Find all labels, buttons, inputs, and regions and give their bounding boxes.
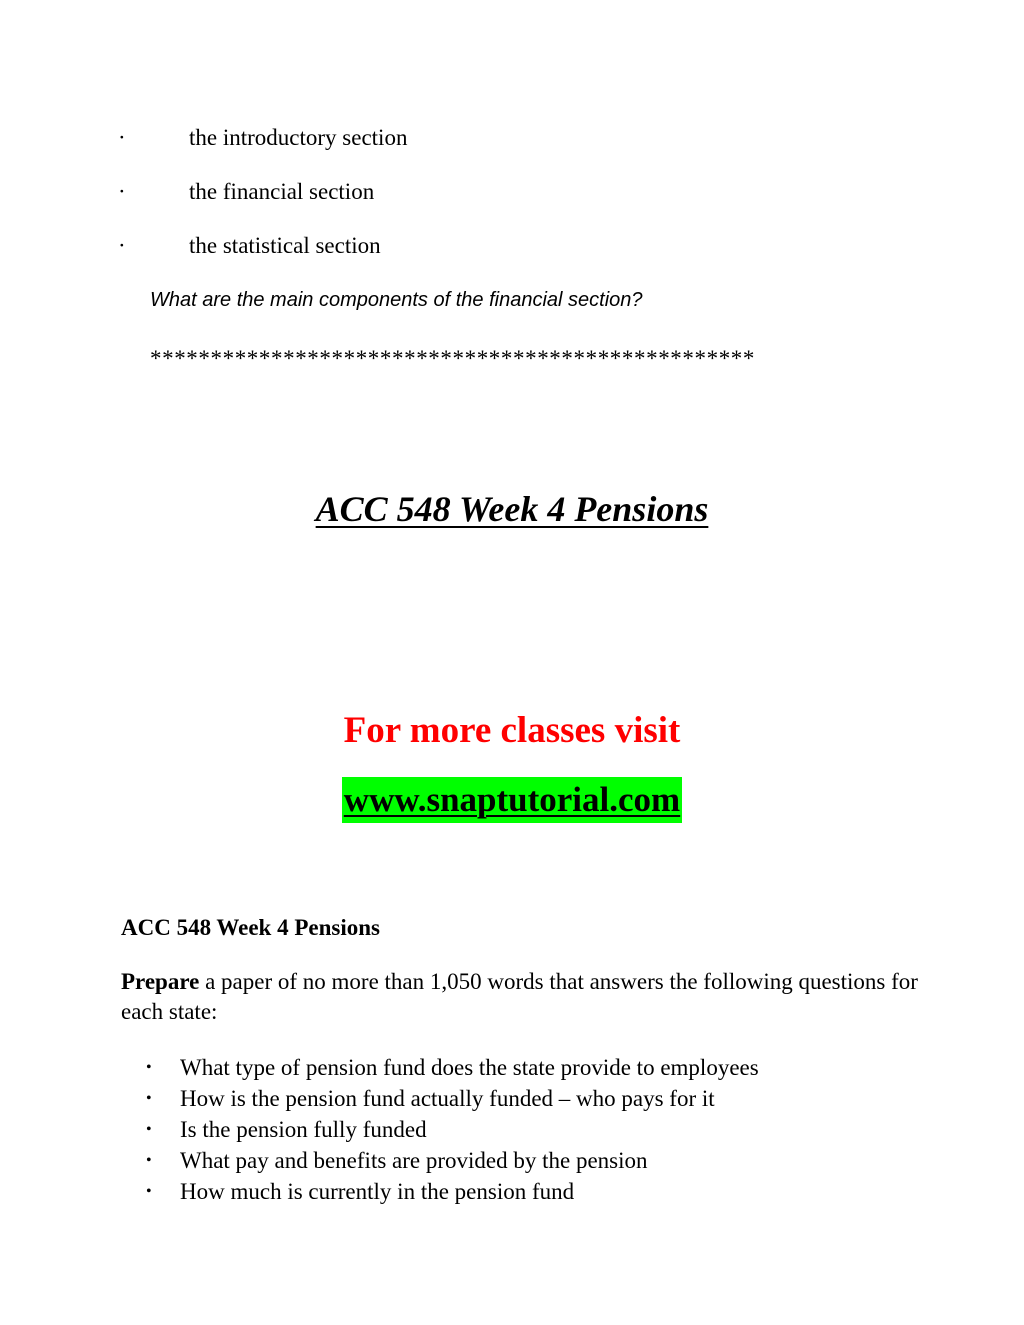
bullet-icon: •	[146, 1183, 152, 1200]
list-item-text: the statistical section	[189, 233, 381, 258]
promo-link[interactable]: www.snaptutorial.com	[342, 777, 682, 823]
promo-link-container	[0, 777, 1024, 823]
section-subheading: ACC 548 Week 4 Pensions	[121, 915, 380, 940]
instruction-rest: a paper of no more than 1,050 words that answers the following questions for each state:	[121, 969, 918, 1024]
dot-marker: ·	[118, 125, 126, 150]
list-item-text: the financial section	[189, 179, 375, 204]
bullet-icon: •	[146, 1059, 152, 1076]
list-item-text: What type of pension fund does the state provide to employees	[180, 1055, 759, 1080]
question-text: What are the main components of the financial section?	[150, 289, 643, 311]
bullet-icon: •	[146, 1152, 152, 1169]
visit-text: For more classes visit	[343, 710, 681, 751]
separator-stars: **************************************************	[150, 346, 755, 371]
page-title: ACC 548 Week 4 Pensions	[315, 489, 709, 529]
list-item	[121, 1114, 759, 1145]
list-item	[121, 1083, 759, 1114]
list-item-text: How is the pension fund actually funded – who pays for it	[180, 1086, 715, 1111]
instruction-lead: Prepare	[121, 969, 200, 994]
list-item	[121, 1052, 759, 1083]
dot-marker: ·	[118, 179, 126, 204]
dot-marker: ·	[118, 233, 126, 258]
list-item-text: How much is currently in the pension fund	[180, 1179, 575, 1204]
instruction-paragraph	[121, 967, 921, 1027]
list-item-text: Is the pension fully funded	[180, 1117, 427, 1142]
bullet-icon: •	[146, 1121, 152, 1138]
list-item-text: the introductory section	[189, 125, 408, 150]
list-item	[121, 1176, 759, 1207]
questions-list	[121, 1052, 759, 1207]
bullet-icon: •	[146, 1090, 152, 1107]
list-item-text: What pay and benefits are provided by the pension	[180, 1148, 648, 1173]
list-item	[121, 1145, 759, 1176]
